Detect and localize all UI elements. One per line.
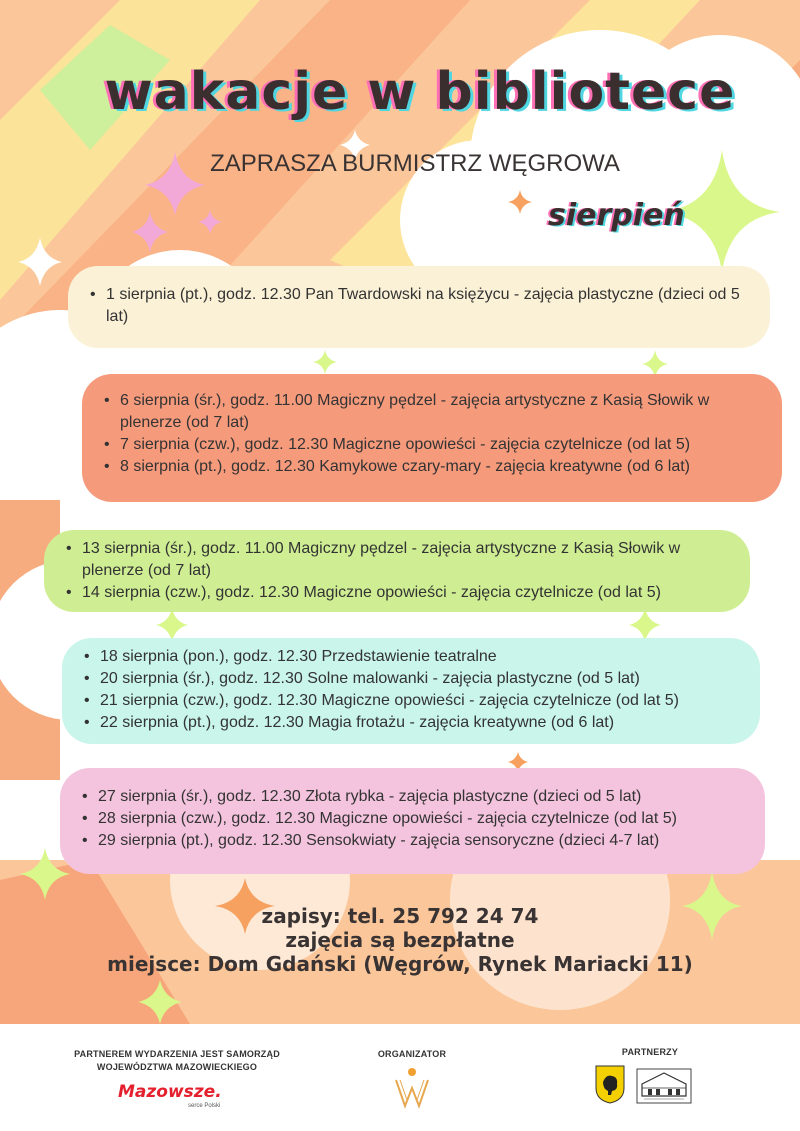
event-item: • 27 sierpnia (śr.), godz. 12.30 Złota rybka - zajęcia plastyczne (dzieci od 5 lat) [82, 786, 751, 808]
organizer-logo-icon [392, 1066, 432, 1110]
free-note: zajęcia są bezpłatne [285, 928, 515, 952]
signup-phone: zapisy: tel. 25 792 24 74 [261, 904, 539, 928]
event-group-5 [60, 768, 765, 874]
venue-address: miejsce: Dom Gdański (Węgrów, Rynek Mariacki 11) [107, 952, 693, 976]
event-item: • 20 sierpnia (śr.), godz. 12.30 Solne malowanki - zajęcia plastyczne (od 5 lat) [84, 668, 746, 690]
mazowsze-logo: Mazowsze. [118, 1082, 222, 1102]
event-item: • 6 sierpnia (śr.), godz. 11.00 Magiczny pędzel - zajęcia artystyczne z Kasią Słowik w plenerze (od 7 lat) [104, 390, 768, 434]
month-label: sierpień [548, 198, 685, 233]
event-item: • 14 sierpnia (czw.), godz. 12.30 Magiczne opowieści - zajęcia czytelnicze (od lat 5) [66, 582, 736, 604]
poster-subtitle: ZAPRASZA BURMISTRZ WĘGROWA [210, 150, 620, 177]
event-item: • 22 sierpnia (pt.), godz. 12.30 Magia frotażu - zajęcia kreatywne (od 6 lat) [84, 712, 746, 734]
event-group-2 [82, 374, 782, 502]
partners-label: PARTNERZY [621, 1047, 679, 1057]
event-item: • 18 sierpnia (pon.), godz. 12.30 Przedstawienie teatralne [84, 646, 746, 668]
event-item: • 7 sierpnia (czw.), godz. 12.30 Magiczne opowieści - zajęcia czytelnicze (od lat 5) [104, 434, 768, 456]
poster-title: wakacje w bibliotece [104, 62, 736, 122]
partner-label [52, 1048, 302, 1074]
event-item: • 8 sierpnia (pt.), godz. 12.30 Kamykowe czary-mary - zajęcia kreatywne (od 6 lat) [104, 456, 768, 478]
wegrow-coat-of-arms-icon [594, 1064, 626, 1104]
event-group-4 [62, 638, 760, 744]
event-item: • 21 sierpnia (czw.), godz. 12.30 Magiczne opowieści - zajęcia czytelnicze (od lat 5) [84, 690, 746, 712]
event-item: • 13 sierpnia (śr.), godz. 11.00 Magiczny pędzel - zajęcia artystyczne z Kasią Słowik w plenerze (od 7 lat) [66, 538, 736, 582]
event-group-3 [44, 530, 750, 612]
event-item: • 1 sierpnia (pt.), godz. 12.30 Pan Twardowski na księżycu - zajęcia plastyczne (dzieci od 5 lat) [90, 284, 750, 328]
dom-gdanski-building-icon [636, 1068, 692, 1104]
event-item: • 28 sierpnia (czw.), godz. 12.30 Magiczne opowieści - zajęcia czytelnicze (od lat 5) [82, 808, 751, 830]
partner-label-line-1: PARTNEREM WYDARZENIA JEST SAMORZĄD [74, 1049, 280, 1059]
event-item: • 29 sierpnia (pt.), godz. 12.30 Sensokwiaty - zajęcia sensoryczne (dzieci 4-7 lat) [82, 830, 751, 852]
organizer-label: ORGANIZATOR [377, 1049, 447, 1059]
mazowsze-tagline: serce Polski [188, 1103, 221, 1109]
event-group-1 [68, 266, 770, 348]
footer [0, 1024, 800, 1131]
partner-label-line-2: WOJEWÓDZTWA MAZOWIECKIEGO [96, 1062, 258, 1072]
